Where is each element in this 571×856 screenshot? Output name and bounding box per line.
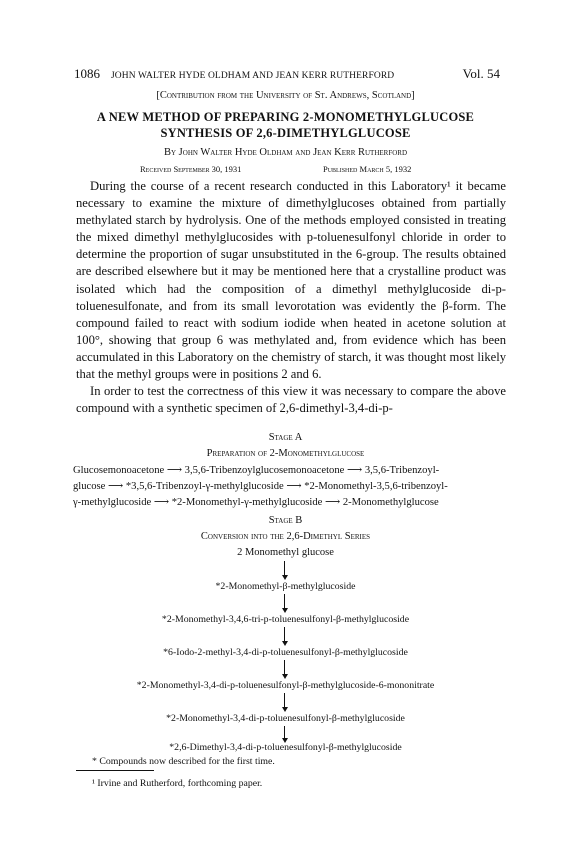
stage-b-step-2: *2-Monomethyl-3,4,6-tri-p-toluenesulfonyl-β-methylglucoside bbox=[161, 614, 410, 625]
stage-b-start-compound: 2 Monomethyl glucose bbox=[237, 547, 334, 558]
stage-a-reaction-line-1: Glucosemonoacetone ⟶ 3,5,6-Tribenzoylglucosemonoacetone ⟶ 3,5,6-Tribenzoyl- bbox=[73, 465, 440, 476]
stage-a-reaction-line-3: γ-methylglucoside ⟶ *2-Monomethyl-γ-methylglucoside ⟶ 2-Monomethylglucose bbox=[73, 497, 439, 508]
article-title-line-2: SYNTHESIS OF 2,6-DIMETHYLGLUCOSE bbox=[160, 126, 411, 140]
stage-b-step-3: *6-Iodo-2-methyl-3,4-di-p-toluenesulfonyl-β-methylglucoside bbox=[163, 647, 408, 658]
stage-a-reaction-line-2: glucose ⟶ *3,5,6-Tribenzoyl-γ-methylglucoside ⟶ *2-Monomethyl-3,5,6-tribenzoyl- bbox=[73, 481, 448, 492]
stage-b-step-1: *2-Monomethyl-β-methylglucoside bbox=[215, 581, 356, 592]
received-date: Received September 30, 1931 bbox=[140, 164, 242, 174]
stage-b-step-4: *2-Monomethyl-3,4-di-p-toluenesulfonyl-β-methylglucoside-6-mononitrate bbox=[136, 680, 435, 691]
down-arrow-icon bbox=[284, 594, 286, 613]
body-text bbox=[76, 178, 506, 417]
down-arrow-icon bbox=[284, 660, 286, 679]
stage-a-label: Stage A bbox=[268, 432, 303, 443]
stage-b-subtitle: Conversion into the 2,6-Dimethyl Series bbox=[200, 531, 371, 542]
down-arrow-icon bbox=[284, 693, 286, 712]
down-arrow-icon bbox=[284, 726, 286, 743]
stage-a-subtitle: Preparation of 2-Monomethylglucose bbox=[206, 448, 365, 459]
contribution-line: [Contribution from the University of St. Andrews, Scotland] bbox=[156, 90, 415, 101]
stage-b-step-5: *2-Monomethyl-3,4-di-p-toluenesulfonyl-β-methylglucoside bbox=[166, 713, 405, 724]
volume-number: Vol. 54 bbox=[462, 66, 500, 81]
running-header bbox=[74, 66, 500, 82]
stage-b-label: Stage B bbox=[268, 515, 303, 526]
published-date: Published March 5, 1932 bbox=[323, 164, 412, 174]
new-compounds-note: * Compounds now described for the first time. bbox=[92, 756, 275, 767]
down-arrow-icon bbox=[284, 627, 286, 646]
byline: By John Walter Hyde Oldham and Jean Kerr Rutherford bbox=[164, 147, 407, 158]
footnote-divider bbox=[76, 770, 154, 771]
running-header-authors: JOHN WALTER HYDE OLDHAM AND JEAN KERR RUTHERFORD bbox=[111, 71, 395, 81]
footnote: ¹ Irvine and Rutherford, forthcoming paper. bbox=[92, 778, 263, 789]
down-arrow-icon bbox=[284, 561, 286, 580]
stage-b-step-6: *2,6-Dimethyl-3,4-di-p-toluenesulfonyl-β-methylglucoside bbox=[169, 742, 402, 753]
page-number: 1086 bbox=[74, 66, 100, 81]
paragraph-1: During the course of a recent research conducted in this Laboratory¹ it became necessary to examine the mixture of dimethylglucoses obtained from partially methylated starch by hydrolysis. One of the methods employed consisted in treating the mixed dimethyl methylglucosides with p-toluenesulfonyl chloride in order to determine the proportion of sugar unsubstituted in the 6-group. The results obtained are described elsewhere but it may be mentioned here that a crystalline product was isolated which had the composition of a dimethyl methylglucoside di-p-toluenesulfonate, and from its small levorotation was evidently the β-form. The compound failed to react with sodium iodide when heated in acetone solution at 100°, showing that group 6 was methylated and, from evidence which has been accumulated in this Laboratory on the chemistry of starch, it was thought most likely that the methyl groups were in positions 2 and 6. bbox=[76, 179, 506, 382]
article-title-line-1: A NEW METHOD OF PREPARING 2-MONOMETHYLGLUCOSE bbox=[96, 110, 475, 124]
paragraph-2: In order to test the correctness of this view it was necessary to compare the above compound with a synthetic specimen of 2,6-dimethyl-3,4-di-p- bbox=[76, 384, 506, 416]
